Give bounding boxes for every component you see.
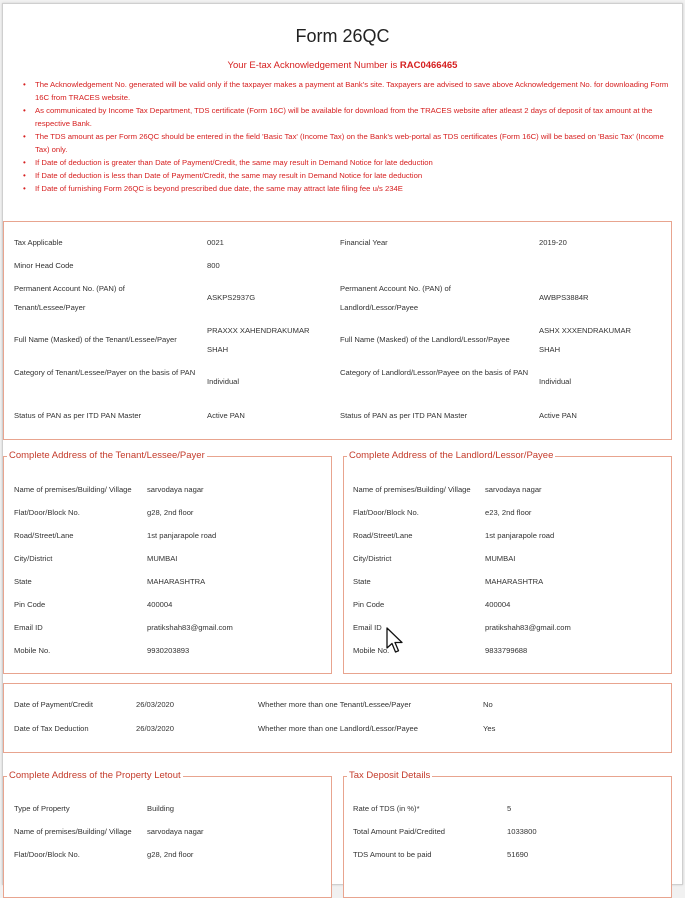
landlord-address-label: Road/Street/Lane <box>353 531 413 540</box>
tenant-address-title: Complete Address of the Tenant/Lessee/Payer <box>9 450 205 461</box>
landlord-address-label: Mobile No. <box>353 646 390 655</box>
tenant-address-label: Email ID <box>14 623 43 632</box>
payment-date-value: 26/03/2020 <box>136 700 175 709</box>
minor-head-label: Minor Head Code <box>14 261 74 270</box>
multi-tenant-label: Whether more than one Tenant/Lessee/Payer <box>258 700 412 709</box>
ack-number: RAC0466465 <box>399 60 458 71</box>
tax-deposit-value: 1033800 <box>507 827 537 836</box>
minor-head-value: 800 <box>207 261 220 270</box>
property-value: g28, 2nd floor <box>147 850 194 859</box>
landlord-address-value: MUMBAI <box>485 554 516 563</box>
tenant-address-label: State <box>14 577 32 586</box>
landlord-pan-status-label: Status of PAN as per ITD PAN Master <box>340 411 468 420</box>
ack-prefix: Your E-tax Acknowledgement Number is <box>227 60 398 71</box>
tenant-address-label: City/District <box>14 554 53 563</box>
deduction-date-label: Date of Tax Deduction <box>14 724 89 733</box>
landlord-address-label: State <box>353 577 371 586</box>
landlord-pan-value: AWBPS3884R <box>539 293 589 302</box>
general-details-section <box>3 221 672 440</box>
note-item: • If Date of deduction is greater than Date of Payment/Credit, the same may result in Demand Notice for late deduction <box>13 156 677 169</box>
property-label: Flat/Door/Block No. <box>14 850 80 859</box>
multi-tenant-value: No <box>483 700 493 709</box>
tenant-address-value: sarvodaya nagar <box>147 485 204 494</box>
tax-applicable-label: Tax Applicable <box>14 238 63 247</box>
property-value: sarvodaya nagar <box>147 827 204 836</box>
property-label: Type of Property <box>14 804 70 813</box>
property-value: Building <box>147 804 175 813</box>
tenant-address-label: Flat/Door/Block No. <box>14 508 80 517</box>
property-label: Name of premises/Building/ Village <box>14 827 132 836</box>
landlord-category-value: Individual <box>539 377 572 386</box>
tenant-pan-label: Permanent Account No. (PAN) of Tenant/Lessee/Payer <box>14 284 125 312</box>
tax-deposit-value: 5 <box>507 804 512 813</box>
tax-deposit-label: Rate of TDS (in %)* <box>353 804 420 813</box>
landlord-address-value: pratikshah83@gmail.com <box>485 623 571 632</box>
tax-applicable-value: 0021 <box>207 238 224 247</box>
note-item: • The TDS amount as per Form 26QC should be entered in the field 'Basic Tax' (Income Tax) on the Bank's web-portal as TDS certificates (Form 16C) will be based on 'Basic Tax' (Income Tax) only. <box>13 130 677 156</box>
landlord-address-label: City/District <box>353 554 392 563</box>
financial-year-value: 2019-20 <box>539 238 567 247</box>
payment-date-label: Date of Payment/Credit <box>14 700 93 709</box>
note-item: • If Date of furnishing Form 26QC is beyond prescribed due date, the same may attract late filing fee u/s 234E <box>13 182 677 195</box>
landlord-address-value: sarvodaya nagar <box>485 485 542 494</box>
tenant-address-label: Mobile No. <box>14 646 51 655</box>
landlord-pan-status-value: Active PAN <box>539 411 577 420</box>
property-address-section <box>3 770 332 898</box>
multi-landlord-value: Yes <box>483 724 496 733</box>
tenant-address-label: Name of premises/Building/ Village <box>14 485 132 494</box>
landlord-address-label: Name of premises/Building/ Village <box>353 485 471 494</box>
tax-deposit-label: Total Amount Paid/Credited <box>353 827 446 836</box>
acknowledgement-line <box>3 60 682 71</box>
note-item: • As communicated by Income Tax Department, TDS certificate (Form 16C) will be available for download from the TRACES website after atleast 2 days of deposit of tax amount at the respective Bank. <box>13 104 677 130</box>
tenant-address-value: MUMBAI <box>147 554 178 563</box>
tenant-address-value: MAHARASHTRA <box>147 577 206 586</box>
tenant-category-label: Category of Tenant/Lessee/Payer on the basis of PAN <box>14 368 196 377</box>
tenant-pan-value: ASKPS2937G <box>207 293 256 302</box>
notes-list <box>13 78 677 195</box>
tenant-address-value: 1st panjarapole road <box>147 531 217 540</box>
note-item: • The Acknowledgement No. generated will be valid only if the taxpayer makes a payment at Bank's site. Taxpayers are advised to save above Acknowledgement No. for downloading Form 16C from TRACES website. <box>13 78 677 104</box>
landlord-address-value: e23, 2nd floor <box>485 508 532 517</box>
multi-landlord-label: Whether more than one Landlord/Lessor/Payee <box>258 724 418 733</box>
tenant-address-value: g28, 2nd floor <box>147 508 194 517</box>
property-address-title: Complete Address of the Property Letout <box>9 770 181 781</box>
tax-deposit-section <box>343 770 672 898</box>
landlord-category-label: Category of Landlord/Lessor/Payee on the basis of PAN <box>340 368 529 377</box>
tenant-name-label: Full Name (Masked) of the Tenant/Lessee/Payer <box>14 335 177 344</box>
tenant-address-value: 9930203893 <box>147 646 190 655</box>
dates-section <box>3 683 672 753</box>
tax-deposit-title: Tax Deposit Details <box>349 770 431 781</box>
landlord-address-label: Email ID <box>353 623 382 632</box>
landlord-address-title: Complete Address of the Landlord/Lessor/Payee <box>349 450 554 461</box>
tenant-address-value: pratikshah83@gmail.com <box>147 623 233 632</box>
tenant-address-value: 400004 <box>147 600 173 609</box>
tenant-address-label: Road/Street/Lane <box>14 531 74 540</box>
tax-deposit-value: 51690 <box>507 850 529 859</box>
deduction-date-value: 26/03/2020 <box>136 724 175 733</box>
landlord-name-label: Full Name (Masked) of the Landlord/Lessor/Payee <box>340 335 510 344</box>
landlord-address-value: MAHARASHTRA <box>485 577 544 586</box>
tenant-address-section <box>3 450 332 674</box>
landlord-address-label: Pin Code <box>353 600 385 609</box>
tenant-category-value: Individual <box>207 377 240 386</box>
mouse-cursor-icon <box>385 627 405 655</box>
tenant-address-label: Pin Code <box>14 600 46 609</box>
landlord-name-value: ASHX XXXENDRAKUMAR SHAH <box>539 326 631 354</box>
landlord-address-value: 1st panjarapole road <box>485 531 555 540</box>
tenant-pan-status-label: Status of PAN as per ITD PAN Master <box>14 411 142 420</box>
landlord-address-value: 9833799688 <box>485 646 528 655</box>
landlord-address-label: Flat/Door/Block No. <box>353 508 419 517</box>
tenant-pan-status-value: Active PAN <box>207 411 245 420</box>
page-title: Form 26QC <box>295 26 390 46</box>
tenant-name-value: PRAXXX XAHENDRAKUMAR SHAH <box>207 326 310 354</box>
landlord-pan-label: Permanent Account No. (PAN) of Landlord/Lessor/Payee <box>340 284 451 312</box>
landlord-address-value: 400004 <box>485 600 511 609</box>
financial-year-label: Financial Year <box>340 238 388 247</box>
note-item: • If Date of deduction is less than Date of Payment/Credit, the same may result in Demand Notice for late deduction <box>13 169 677 182</box>
tax-deposit-label: TDS Amount to be paid <box>353 850 432 859</box>
